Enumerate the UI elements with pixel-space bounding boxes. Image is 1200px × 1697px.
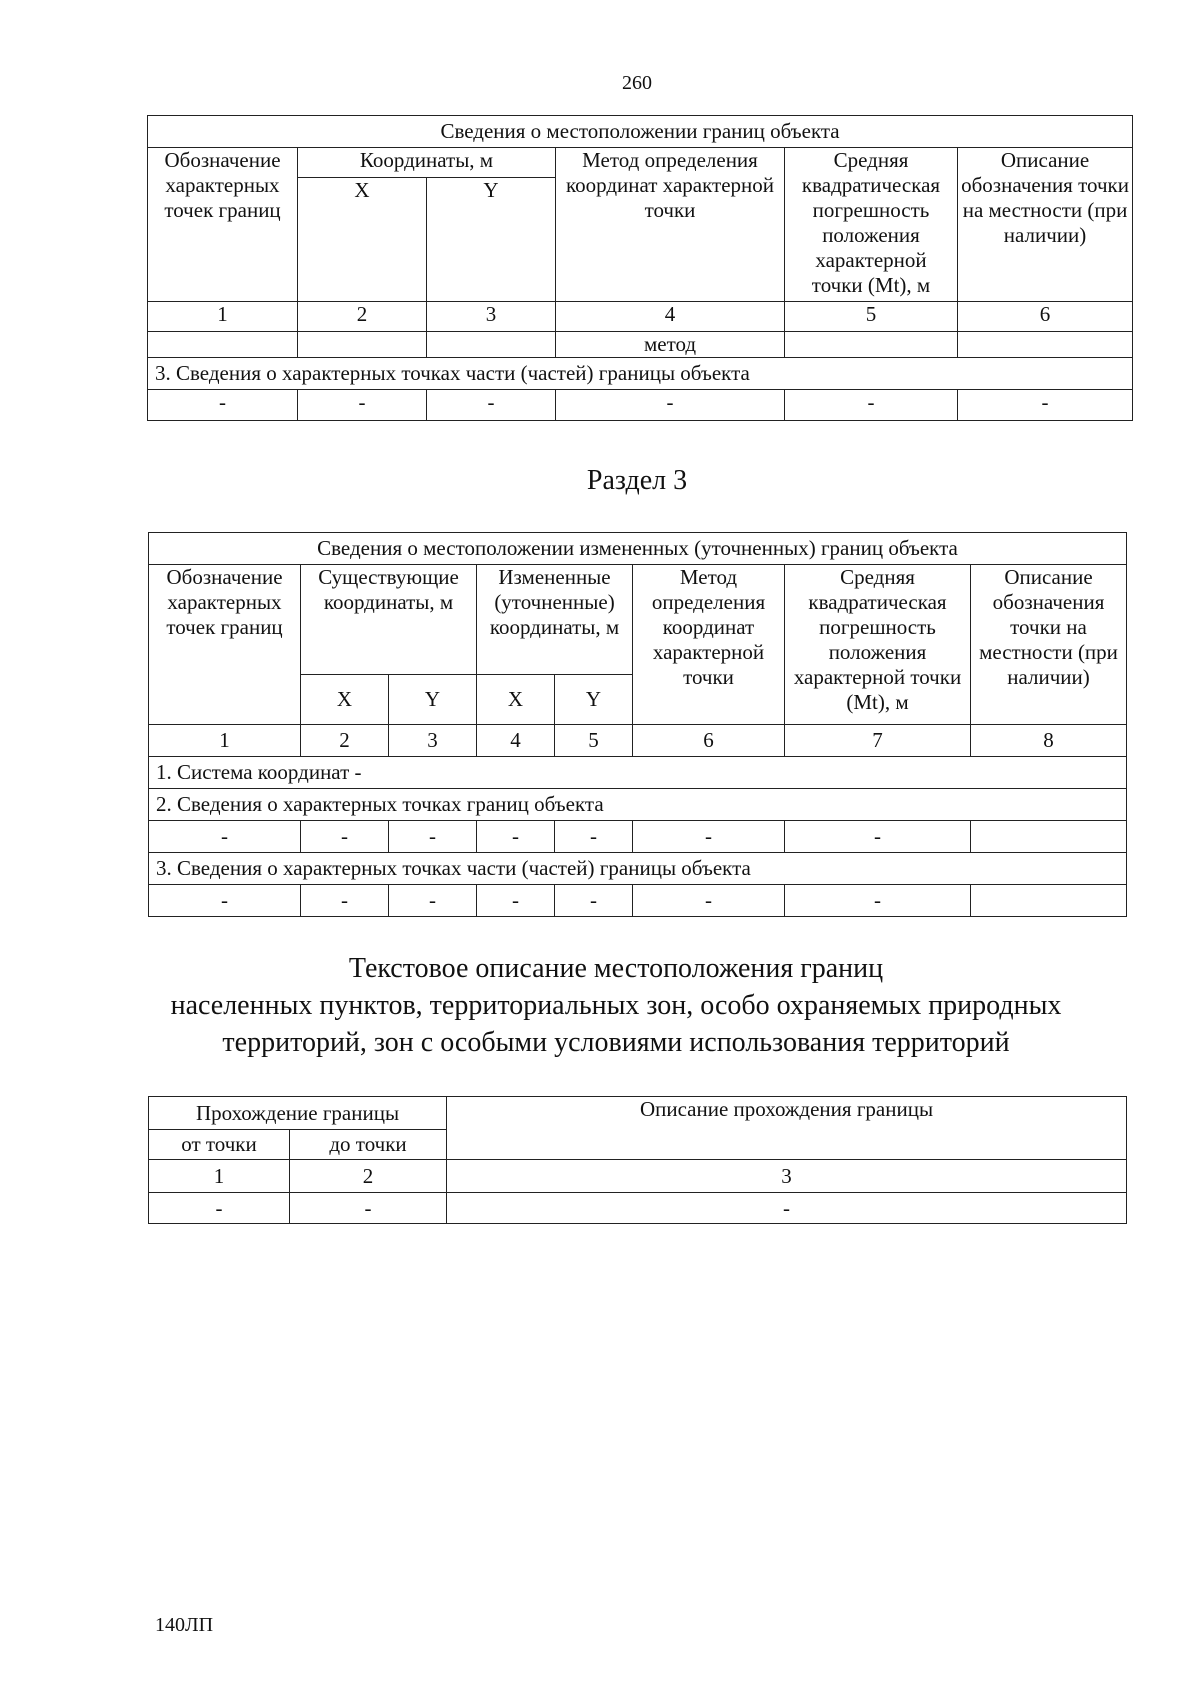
column-number: 3 bbox=[389, 725, 477, 757]
section-title: 3. Сведения о характерных точках части (частей) границы объекта bbox=[148, 358, 1133, 390]
boundary-location-table bbox=[147, 115, 1133, 421]
table-cell: - bbox=[447, 1193, 1127, 1224]
table-cell: - bbox=[301, 885, 389, 917]
header-from-point: от точки bbox=[149, 1130, 290, 1160]
header-y: Y bbox=[427, 178, 556, 302]
column-number: 2 bbox=[301, 725, 389, 757]
table-cell: - bbox=[149, 821, 301, 853]
coordinate-system-label: 1. Система координат - bbox=[149, 757, 1127, 789]
column-number: 1 bbox=[149, 1160, 290, 1193]
table-cell bbox=[971, 885, 1127, 917]
column-number: 5 bbox=[555, 725, 633, 757]
header-passage-description: Описание прохождения границы bbox=[447, 1097, 1127, 1160]
table-cell: - bbox=[556, 390, 785, 421]
header-description: Описание обозначения точки на местности (при наличии) bbox=[971, 565, 1127, 725]
table-cell: - bbox=[298, 390, 427, 421]
column-number: 3 bbox=[447, 1160, 1127, 1193]
header-description: Описание обозначения точки на местности (при наличии) bbox=[958, 148, 1133, 302]
table-cell: - bbox=[427, 390, 556, 421]
column-number: 3 bbox=[427, 302, 556, 332]
table-cell bbox=[298, 332, 427, 358]
header-error: Средняя квадратическая погрешность положения характерной точки (Mt), м bbox=[785, 148, 958, 302]
column-number: 2 bbox=[290, 1160, 447, 1193]
column-number: 1 bbox=[149, 725, 301, 757]
table-cell: - bbox=[785, 885, 971, 917]
column-number: 1 bbox=[148, 302, 298, 332]
header-method: Метод определения координат характерной точки bbox=[633, 565, 785, 725]
section-title: 3. Сведения о характерных точках части (частей) границы объекта bbox=[149, 853, 1127, 885]
section-title: 2. Сведения о характерных точках границ объекта bbox=[149, 789, 1127, 821]
heading-line: территорий, зон с особыми условиями использования территорий bbox=[222, 1027, 1010, 1058]
column-number: 4 bbox=[556, 302, 785, 332]
column-number: 2 bbox=[298, 302, 427, 332]
column-number: 8 bbox=[971, 725, 1127, 757]
table-cell bbox=[971, 821, 1127, 853]
table-cell: - bbox=[389, 821, 477, 853]
header-designation: Обозначение характерных точек границ bbox=[148, 148, 298, 302]
table-cell: - bbox=[148, 390, 298, 421]
table-cell: - bbox=[633, 885, 785, 917]
heading-line: Текстовое описание местоположения границ bbox=[348, 953, 884, 984]
text-description-heading bbox=[0, 950, 1200, 1061]
header-y: Y bbox=[555, 675, 633, 725]
column-number: 4 bbox=[477, 725, 555, 757]
table-cell: - bbox=[785, 390, 958, 421]
table-cell: - bbox=[958, 390, 1133, 421]
boundary-passage-table bbox=[148, 1096, 1127, 1224]
method-cell: метод bbox=[556, 332, 785, 358]
table-cell: - bbox=[149, 1193, 290, 1224]
column-number: 6 bbox=[958, 302, 1133, 332]
table-cell: - bbox=[290, 1193, 447, 1224]
header-x: X bbox=[301, 675, 389, 725]
header-error: Средняя квадратическая погрешность положения характерной точки (Mt), м bbox=[785, 565, 971, 725]
table-cell bbox=[427, 332, 556, 358]
section-heading: Раздел 3 bbox=[586, 465, 688, 496]
column-number: 6 bbox=[633, 725, 785, 757]
page-number: 260 bbox=[622, 72, 652, 94]
changed-boundary-table bbox=[148, 532, 1127, 917]
header-existing-coordinates: Существующие координаты, м bbox=[301, 565, 477, 675]
table-cell: - bbox=[555, 821, 633, 853]
header-passage: Прохождение границы bbox=[149, 1097, 447, 1130]
table-cell: - bbox=[301, 821, 389, 853]
table-cell: - bbox=[633, 821, 785, 853]
heading-line: населенных пунктов, территориальных зон, особо охраняемых природных bbox=[170, 990, 1062, 1021]
header-coordinates: Координаты, м bbox=[298, 148, 556, 178]
table-cell: - bbox=[555, 885, 633, 917]
header-changed-coordinates: Измененные (уточненные) координаты, м bbox=[477, 565, 633, 675]
table-cell bbox=[148, 332, 298, 358]
header-x: X bbox=[477, 675, 555, 725]
header-designation: Обозначение характерных точек границ bbox=[149, 565, 301, 725]
column-number: 5 bbox=[785, 302, 958, 332]
table-cell: - bbox=[477, 885, 555, 917]
column-number: 7 bbox=[785, 725, 971, 757]
table-cell bbox=[958, 332, 1133, 358]
table-title: Сведения о местоположении измененных (уточненных) границ объекта bbox=[149, 533, 1127, 565]
table-title: Сведения о местоположении границ объекта bbox=[148, 116, 1133, 148]
header-to-point: до точки bbox=[290, 1130, 447, 1160]
table-cell: - bbox=[785, 821, 971, 853]
table-cell: - bbox=[389, 885, 477, 917]
table-cell: - bbox=[149, 885, 301, 917]
header-method: Метод определения координат характерной точки bbox=[556, 148, 785, 302]
footer-code: 140ЛП bbox=[155, 1614, 214, 1636]
table-cell: - bbox=[477, 821, 555, 853]
header-x: X bbox=[298, 178, 427, 302]
header-y: Y bbox=[389, 675, 477, 725]
table-cell bbox=[785, 332, 958, 358]
